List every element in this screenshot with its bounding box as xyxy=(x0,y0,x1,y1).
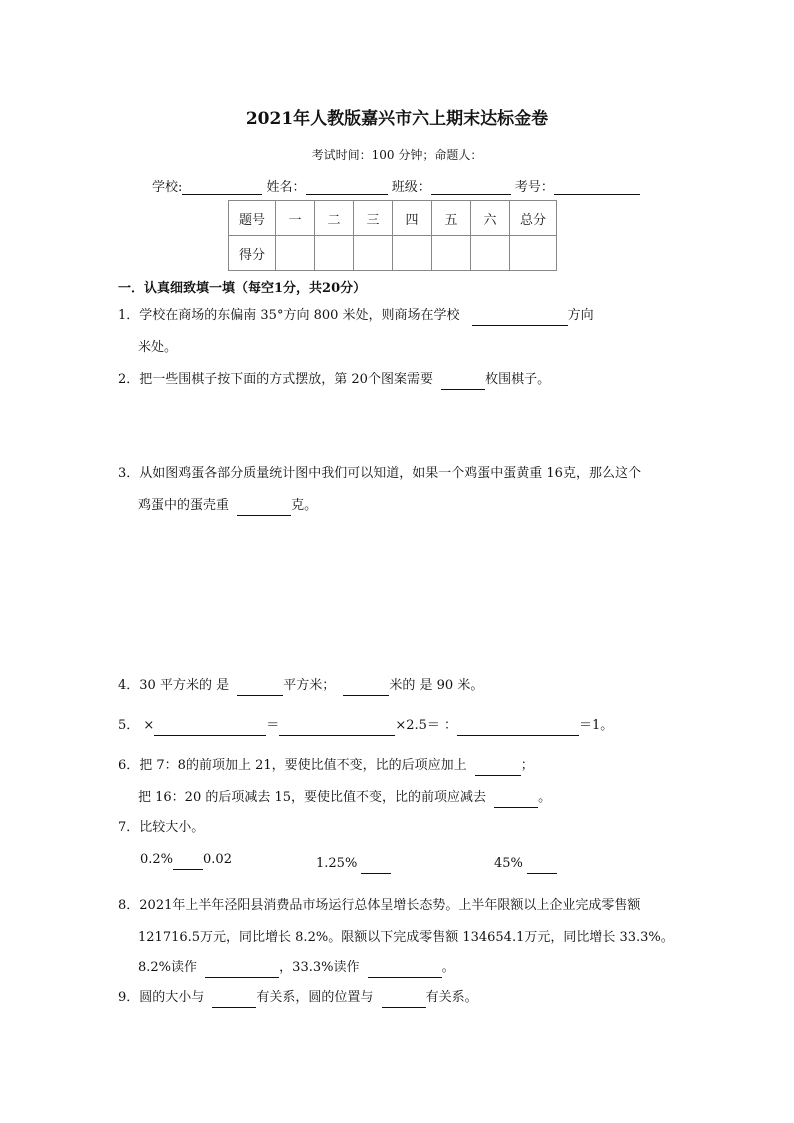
question-6-cont xyxy=(138,788,551,808)
question-text: 6．把 7：8的前项加上 21，要使比值不变，比的后项应加上 xyxy=(118,758,467,773)
question-8: 8．2021年上半年泾阳县消费品市场运行总体呈增长态势。上半年限额以上企业完成零售额 xyxy=(118,898,641,913)
question-text: 平方米； xyxy=(283,678,336,693)
school-label: 学校: xyxy=(152,180,183,195)
question-6 xyxy=(118,756,534,776)
question-1-cont: 米处。 xyxy=(138,340,178,355)
class-label: 班级： xyxy=(391,180,431,195)
score-input-cell[interactable] xyxy=(354,236,393,271)
question-text: 有关系，圆的位置与 xyxy=(256,990,374,1005)
exam-number-label: 考号： xyxy=(514,180,554,195)
question-text: 8.2%读作 xyxy=(138,960,198,975)
question-text: 。 xyxy=(538,790,552,805)
answer-blank[interactable] xyxy=(237,501,291,516)
question-text: 。 xyxy=(441,960,455,975)
section-heading: 一．认真细致填一填（每空1分，共20分） xyxy=(118,281,367,296)
question-text: 5． × xyxy=(118,718,155,733)
score-input-cell[interactable] xyxy=(315,236,354,271)
question-text: 有关系。 xyxy=(425,990,478,1005)
answer-blank[interactable] xyxy=(527,859,557,874)
score-input-cell[interactable] xyxy=(471,236,510,271)
question-text: ，33.3%读作 xyxy=(279,960,360,975)
question-text: 米的 是 90 米。 xyxy=(389,678,484,693)
exam-title: 2021年人教版嘉兴市六上期末达标金卷 xyxy=(245,109,549,129)
question-text: 45% xyxy=(494,856,523,871)
school-field[interactable] xyxy=(182,180,262,195)
question-text: 9．圆的大小与 xyxy=(118,990,205,1005)
class-field[interactable] xyxy=(431,180,511,195)
answer-blank[interactable] xyxy=(343,681,389,696)
score-table-cell: 五 xyxy=(432,201,471,236)
answer-blank[interactable] xyxy=(237,681,283,696)
question-text: 克。 xyxy=(291,498,318,513)
compare-item-1 xyxy=(140,850,232,870)
score-input-cell[interactable] xyxy=(432,236,471,271)
question-1 xyxy=(118,306,594,326)
compare-item-2 xyxy=(316,854,391,874)
score-input-cell[interactable] xyxy=(393,236,432,271)
score-table-cell: 四 xyxy=(393,201,432,236)
name-label: 姓名： xyxy=(266,180,306,195)
exam-number-field[interactable] xyxy=(554,180,640,195)
answer-blank[interactable] xyxy=(368,963,442,978)
question-2 xyxy=(118,370,550,390)
answer-blank[interactable] xyxy=(205,963,279,978)
score-table-header-row xyxy=(229,201,557,236)
question-text: ； xyxy=(520,758,534,773)
score-table xyxy=(228,200,557,271)
student-info-line xyxy=(152,176,640,195)
question-9 xyxy=(118,988,478,1008)
name-field[interactable] xyxy=(306,180,388,195)
score-table-cell: 三 xyxy=(354,201,393,236)
answer-blank[interactable] xyxy=(154,721,266,736)
question-text: 1．学校在商场的东偏南 35°方向 800 米处，则商场在学校 xyxy=(118,308,460,323)
question-5 xyxy=(118,716,613,736)
answer-blank[interactable] xyxy=(475,761,521,776)
score-input-cell[interactable] xyxy=(276,236,315,271)
exam-subtitle: 考试时间：100 分钟；命题人： xyxy=(311,148,483,162)
answer-blank[interactable] xyxy=(173,855,203,870)
answer-blank[interactable] xyxy=(457,721,579,736)
answer-blank[interactable] xyxy=(212,993,256,1008)
answer-blank[interactable] xyxy=(472,311,568,326)
question-text: 4．30 平方米的 是 xyxy=(118,678,230,693)
score-table-score-row xyxy=(229,236,557,271)
question-text: 2．把一些围棋子按下面的方式摆放，第 20个图案需要 xyxy=(118,372,433,387)
question-7: 7．比较大小。 xyxy=(118,820,205,835)
question-3: 3．从如图鸡蛋各部分质量统计图中我们可以知道，如果一个鸡蛋中蛋黄重 16克，那么这个 xyxy=(118,466,641,481)
question-text: 鸡蛋中的蛋壳重 xyxy=(138,498,230,513)
question-text: 枚围棋子。 xyxy=(485,372,551,387)
question-3-cont xyxy=(138,496,317,516)
answer-blank[interactable] xyxy=(441,375,485,390)
question-text: 1.25% xyxy=(316,856,358,871)
question-text: 0.2% xyxy=(140,852,174,867)
compare-item-3 xyxy=(494,854,557,874)
question-text: 把 16：20 的后项减去 15，要使比值不变，比的前项应减去 xyxy=(138,790,487,805)
question-text: ＝ xyxy=(266,718,280,733)
score-table-cell: 题号 xyxy=(229,201,276,236)
question-text: ×2.5＝ ： xyxy=(395,718,458,733)
question-text: ＝1。 xyxy=(579,718,614,733)
answer-blank[interactable] xyxy=(382,993,426,1008)
question-text: 方向 xyxy=(567,308,594,323)
score-input-cell[interactable] xyxy=(510,236,557,271)
answer-blank[interactable] xyxy=(361,859,391,874)
score-table-cell: 得分 xyxy=(229,236,276,271)
question-8-line2: 121716.5万元，同比增长 8.2%。限额以下完成零售额 134654.1万元，同比增长 33.3%。 xyxy=(138,930,674,945)
answer-blank[interactable] xyxy=(494,793,538,808)
answer-blank[interactable] xyxy=(279,721,395,736)
score-table-cell: 总分 xyxy=(510,201,557,236)
question-text: 0.02 xyxy=(203,852,232,867)
score-table-cell: 六 xyxy=(471,201,510,236)
question-8-line3 xyxy=(138,958,455,978)
score-table-cell: 二 xyxy=(315,201,354,236)
score-table-cell: 一 xyxy=(276,201,315,236)
question-4 xyxy=(118,676,483,696)
